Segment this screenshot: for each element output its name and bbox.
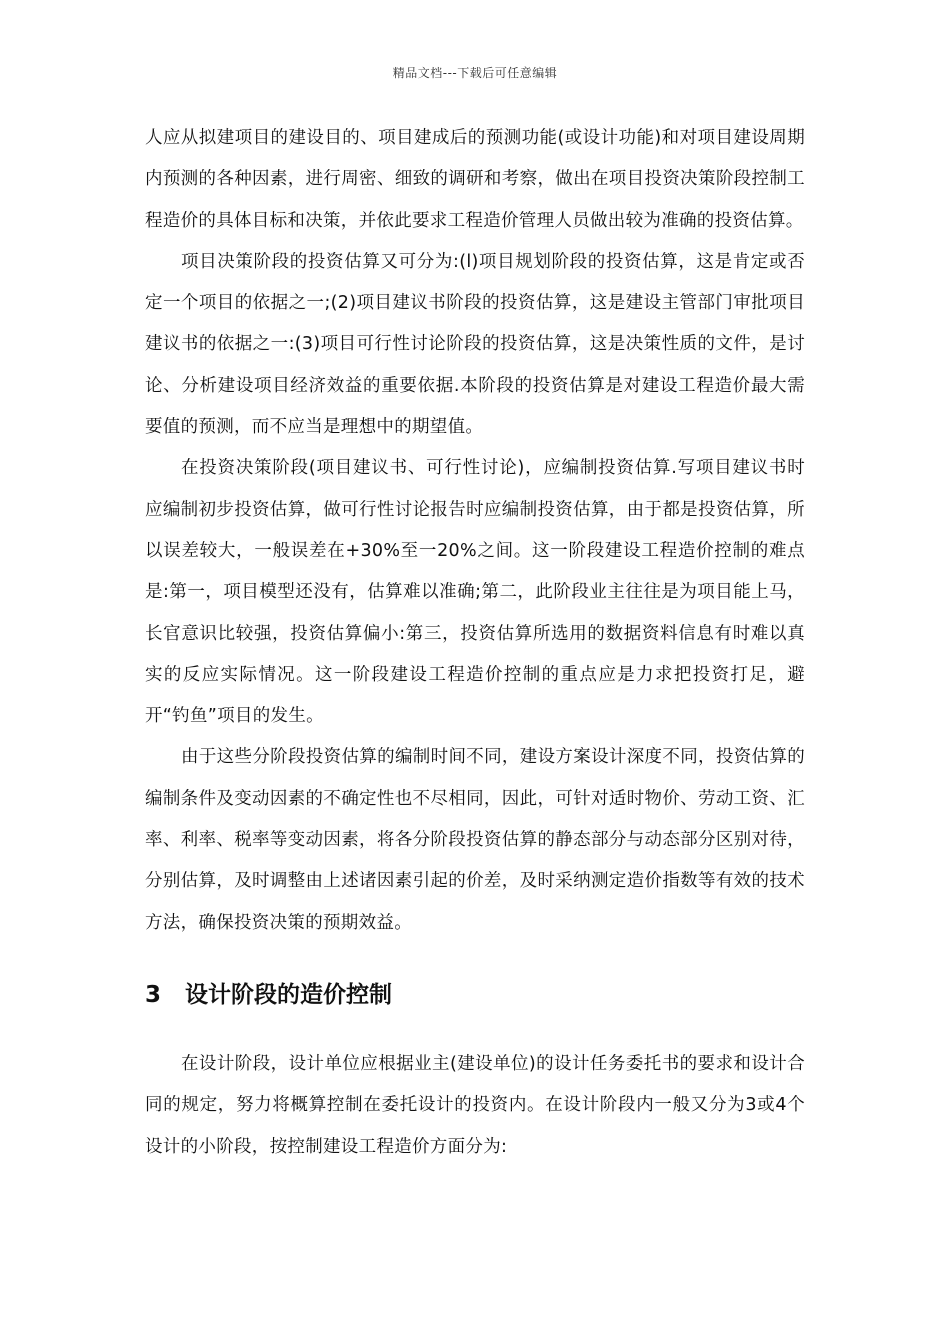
page-body	[145, 118, 805, 1168]
section-title: 设计阶段的造价控制	[185, 981, 392, 1008]
paragraph-estimate-stages: 项目决策阶段的投资估算又可分为:(l)项目规划阶段的投资估算，这是肯定或否定一个项目的依据之一;(2)项目建议书阶段的投资估算，这是建设主管部门审批项目建议书的依据之一:(3)项目可行性讨论阶段的投资估算，这是决策性质的文件，是讨论、分析建设项目经济效益的重要依据.本阶段的投资估算是对建设工程造价最大需要值的预测，而不应当是理想中的期望值。	[145, 251, 805, 438]
section-number: 3	[145, 981, 162, 1008]
paragraph-continuation: 人应从拟建项目的建设目的、项目建成后的预测功能(或设计功能)和对项目建设周期内预测的各种因素，进行周密、细致的调研和考察，做出在项目投资决策阶段控制工程造价的具体目标和决策，并依此要求工程造价管理人员做出较为准确的投资估算。	[145, 128, 805, 231]
paragraph-estimate-variation: 由于这些分阶段投资估算的编制时间不同，建设方案设计深度不同，投资估算的编制条件及变动因素的不确定性也不尽相同，因此，可针对适时物价、劳动工资、汇率、利率、税率等变动因素，将各分阶段投资估算的静态部分与动态部分区别对待，分别估算，及时调整由上述诸因素引起的价差，及时采纳测定造价指数等有效的技术方法，确保投资决策的预期效益。	[145, 747, 805, 933]
page-header: 精品文档---下载后可任意编辑	[392, 66, 558, 80]
paragraph-decision-stage: 在投资决策阶段(项目建议书、可行性讨论)，应编制投资估算.写项目建议书时应编制初步投资估算，做可行性讨论报告时应编制投资估算，由于都是投资估算，所以误差较大，一般误差在+30%至一20%之间。这一阶段建设工程造价控制的难点是:第一，项目模型还没有，估算难以准确;第二，此阶段业主往往是为项目能上马，长官意识比较强，投资估算偏小:第三，投资估算所选用的数据资料信息有时难以真实的反应实际情况。这一阶段建设工程造价控制的重点应是力求把投资打足，避开“钓鱼”项目的发生。	[145, 458, 805, 727]
section-heading	[145, 975, 805, 1015]
paragraph-design-stage: 在设计阶段，设计单位应根据业主(建设单位)的设计任务委托书的要求和设计合同的规定，努力将概算控制在委托设计的投资内。在设计阶段内一般又分为3或4个设计的小阶段，按控制建设工程造价方面分为:	[145, 1053, 805, 1157]
